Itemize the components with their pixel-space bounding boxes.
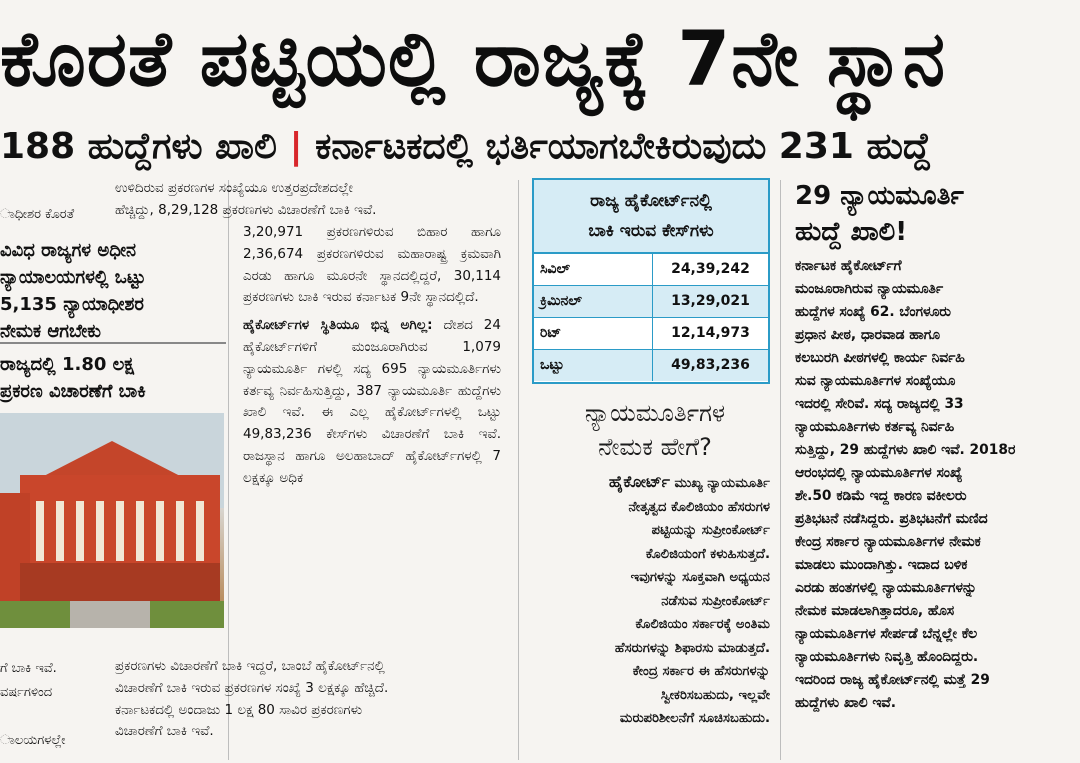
text-line: ಸುತ್ತಿದ್ದು, 29 ಹುದ್ದೆಗಳು ಖಾಲಿ ಇವೆ. 2018ರ	[795, 442, 1016, 458]
table-title-line: ರಾಜ್ಯ ಹೈಕೋರ್ಟ್‌ನಲ್ಲಿ	[590, 191, 712, 211]
text-line: ಕೊಲಿಜಿಯಂ ಸರ್ಕಾರಕ್ಕೆ ಅಂತಿಮ	[635, 617, 770, 632]
left-snippet: ಾಲಯಗಳಲ್ಲೇ	[0, 733, 66, 748]
text-line: ಪ್ರಕರಣಗಳು ವಿಚಾರಣೆಗೆ ಬಾಕಿ ಇದ್ದರೆ, ಬಾಂಬೆ ಹೈಕೋರ್ಟ್‌ನಲ್ಲಿ	[115, 658, 385, 674]
table-cell-value: 12,14,973	[671, 325, 750, 341]
text-line: ಮರುಪರಿಶೀಲನೆಗೆ ಸೂಚಿಸಬಹುದು.	[619, 711, 770, 726]
table-cell-value: 49,83,236	[671, 357, 750, 373]
table-title-line: ಬಾಕಿ ಇರುವ ಕೇಸ್‌ಗಳು	[588, 221, 714, 241]
heading-line: ಹುದ್ದೆ ಖಾಲಿ!	[795, 217, 908, 247]
text-line: ವಿಚಾರಣೆಗೆ ಬಾಕಿ ಇವೆ.	[115, 723, 214, 740]
table-title	[534, 180, 768, 254]
text-line: ಕೊಲಿಜಿಯಂಗೆ ಕಳುಹಿಸುತ್ತದೆ.	[645, 546, 770, 562]
text-line: ಇದರಲ್ಲಿ ಸೇರಿವೆ. ಸದ್ಯ ರಾಜ್ಯದಲ್ಲಿ 33	[795, 396, 964, 412]
text-line: ಇದರಿಂದ ರಾಜ್ಯ ಹೈಕೋರ್ಟ್‌ನಲ್ಲಿ ಮತ್ತೆ 29	[795, 672, 990, 688]
heading-line: 29 ನ್ಯಾಯಮೂರ್ತಿ	[795, 181, 964, 211]
table-row	[534, 350, 768, 381]
lead-word: ಹೈಕೋರ್ಟ್	[608, 472, 670, 491]
text-line: ನೇತೃತ್ವದ ಕೊಲಿಜಿಯಂ ಹೆಸರುಗಳ	[628, 499, 770, 515]
appointment-body	[532, 470, 770, 731]
right-heading	[795, 178, 964, 250]
text-line: ಹೆಚ್ಚಿದ್ದು, 8,29,128 ಪ್ರಕರಣಗಳು ವಿಚಾರಣೆಗೆ ಬಾಕಿ ಇವೆ.	[115, 201, 377, 218]
text-line: ಕೇಂದ್ರ ಸರ್ಕಾರ ಈ ಹೆಸರುಗಳನ್ನು	[632, 664, 770, 679]
middle-wide-lines	[115, 656, 510, 743]
table-row	[534, 254, 768, 286]
table-cell-label: ಸಿವಿಲ್	[534, 254, 653, 285]
heading-line: ನೇಮಕ ಹೇಗೆ?	[598, 433, 712, 461]
text-line: ಆರಂಭದಲ್ಲಿ ನ್ಯಾಯಮೂರ್ತಿಗಳ ಸಂಖ್ಯೆ	[795, 465, 963, 481]
left-box2-line: ರಾಜ್ಯದಲ್ಲಿ 1.80 ಲಕ್ಷ	[0, 354, 135, 375]
column-divider	[518, 180, 519, 760]
text-line: ಸ್ವೀಕರಿಸಬಹುದು, ಇಲ್ಲವೇ	[660, 687, 770, 703]
text-line: ಪಟ್ಟಿಯನ್ನು ಸುಪ್ರೀಂಕೋರ್ಟ್	[651, 523, 770, 538]
text-line: ನೇಮಕ ಮಾಡಲಾಗಿತ್ತಾದರೂ, ಹೊಸ	[795, 603, 955, 619]
left-box1-line: 5,135 ನ್ಯಾಯಾಧೀಶರ	[0, 294, 144, 315]
left-box2-line: ಪ್ರಕರಣ ವಿಚಾರಣೆಗೆ ಬಾಕಿ	[0, 381, 146, 402]
left-box1-line: ನ್ಯಾಯಾಲಯಗಳಲ್ಲಿ ಒಟ್ಟು	[0, 267, 146, 288]
subheadline	[0, 122, 1080, 172]
table-cell-label: ಕ್ರಿಮಿನಲ್	[534, 286, 653, 317]
table-row	[534, 318, 768, 350]
column-divider	[780, 180, 781, 760]
text-line: ಕಲಬುರಗಿ ಪೀಠಗಳಲ್ಲಿ ಕಾರ್ಯ ನಿರ್ವಹಿ	[795, 350, 965, 366]
text-line: ಕೇಂದ್ರ ಸರ್ಕಾರ ನ್ಯಾಯಮೂರ್ತಿಗಳ ನೇಮಕ	[795, 534, 981, 550]
paragraph: ದೇಶದ 24 ಹೈಕೋರ್ಟ್‌ಗಳಿಗೆ ಮಂಜೂರಾಗಿರುವ 1,079 ನ್ಯಾಯಮೂರ್ತಿ ಗಳಲ್ಲಿ ಸದ್ಯ 695 ನ್ಯಾಯಮೂರ್ತಿಗಳು ಕರ್ತವ್ಯ ನಿರ್ವಹಿಸುತ್ತಿದ್ದು, 387 ನ್ಯಾಯಮೂರ್ತಿ ಹುದ್ದೆಗಳು ಖಾಲಿ ಇವೆ. ಈ ಎಲ್ಲ ಹೈಕೋರ್ಟ್‌ಗಳಲ್ಲಿ ಒಟ್ಟು 49,83,236 ಕೇಸ್‌ಗಳು ವಿಚಾರಣೆಗೆ ಬಾಕಿ ಇವೆ. ರಾಜಸ್ಥಾನ ಹಾಗೂ ಅಲಹಾಬಾದ್ ಹೈಕೋರ್ಟ್‌ಗಳಲ್ಲಿ 7 ಲಕ್ಷಕ್ಕೂ ಅಧಿಕ	[243, 317, 501, 486]
section-heading	[532, 396, 778, 464]
text-line: ಇವುಗಳನ್ನು ಸೂಕ್ತವಾಗಿ ಅಧ್ಯಯನ	[630, 570, 770, 585]
text-line: ಸುವ ನ್ಯಾಯಮೂರ್ತಿಗಳ ಸಂಖ್ಯೆಯೂ	[795, 373, 956, 389]
text-line: ಹೆಸರುಗಳನ್ನು ಶಿಫಾರಸು ಮಾಡುತ್ತದೆ.	[614, 640, 770, 656]
table-cell-value: 24,39,242	[671, 261, 750, 277]
text-line: ಶೇ.50 ಕಡಿಮೆ ಇದ್ದ ಕಾರಣ ವಕೀಲರು	[795, 488, 967, 504]
left-snippet-top: ಾಧೀಶರ ಕೊರತೆ	[0, 207, 75, 222]
text-line: ಕರ್ನಾಟಕದಲ್ಲಿ ಅಂದಾಜು 1 ಲಕ್ಷ 80 ಸಾವಿರ ಪ್ರಕರಣಗಳು	[115, 701, 363, 718]
paragraph: 3,20,971 ಪ್ರಕರಣಗಳಿರುವ ಬಿಹಾರ ಹಾಗೂ 2,36,674 ಪ್ರಕರಣಗಳಿರುವ ಮಹಾರಾಷ್ಟ್ರ ಕ್ರಮವಾಗಿ ಎರಡು ಹಾಗೂ ಮೂರನೇ ಸ್ಥಾನದಲ್ಲಿದ್ದರೆ, 30,114 ಪ್ರಕರಣಗಳು ಬಾಕಿ ಇರುವ ಕರ್ನಾಟಕ 9ನೇ ಸ್ಥಾನದಲ್ಲಿದೆ.	[243, 224, 501, 306]
middle-intro	[115, 178, 510, 222]
subhead-left: 188 ಹುದ್ದೆಗಳು ಖಾಲಿ	[0, 126, 277, 167]
high-court-building-photo	[0, 413, 224, 628]
subhead-separator: |	[289, 126, 303, 167]
table-row	[534, 286, 768, 318]
text-line: ಕರ್ನಾಟಕ ಹೈಕೋರ್ಟ್‌ಗೆ	[795, 258, 902, 274]
middle-paragraphs	[243, 222, 501, 490]
text-line: ಮಂಜೂರಾಗಿರುವ ನ್ಯಾಯಮೂರ್ತಿ	[795, 281, 943, 297]
left-box1-line: ನೇಮಕ ಆಗಬೇಕು	[0, 321, 102, 342]
subhead-right: ಕರ್ನಾಟಕದಲ್ಲಿ ಭರ್ತಿಯಾಗಬೇಕಿರುವುದು 231 ಹುದ್ದೆ	[315, 126, 931, 167]
table-cell-label: ಒಟ್ಟು	[534, 350, 653, 381]
paragraph-lead: ಹೈಕೋರ್ಟ್‌ಗಳ ಸ್ಥಿತಿಯೂ ಭಿನ್ನ ಅಗಿಲ್ಲ:	[243, 317, 433, 334]
text-line: ಮಾಡಲು ಮುಂದಾಗಿತ್ತು. ಇದಾದ ಬಳಿಕ	[795, 557, 968, 573]
text-line: ನಡೆಸುವ ಸುಪ್ರೀಂಕೋರ್ಟ್	[661, 593, 770, 609]
table-cell-value: 13,29,021	[671, 293, 750, 309]
left-box1-line: ವಿವಿಧ ರಾಜ್ಯಗಳ ಅಧೀನ	[0, 240, 137, 261]
text-line: ಹುದ್ದೆಗಳು ಖಾಲಿ ಇವೆ.	[795, 695, 896, 711]
table-cell-label: ರಿಟ್	[534, 318, 653, 349]
text-line: ನ್ಯಾಯಮೂರ್ತಿಗಳು ಕರ್ತವ್ಯ ನಿರ್ವಹಿ	[795, 419, 955, 435]
headline: ಕೊರತೆ ಪಟ್ಟಿಯಲ್ಲಿ ರಾಜ್ಯಕ್ಕೆ 7ನೇ ಸ್ಥಾನ	[0, 14, 946, 103]
text-line: ವಿಚಾರಣೆಗೆ ಬಾಕಿ ಇರುವ ಪ್ರಕರಣಗಳ ಸಂಖ್ಯೆ 3 ಲಕ್ಷಕ್ಕೂ ಹೆಚ್ಚಿದೆ.	[115, 679, 389, 696]
pending-cases-table	[532, 178, 770, 384]
left-snippet: ವರ್ಷಗಳಿಂದ	[0, 685, 53, 700]
text-line: ಪ್ರತಿಭಟನೆ ನಡೆಸಿದ್ದರು. ಪ್ರತಿಭಟನೆಗೆ ಮಣಿದ	[795, 511, 988, 527]
left-snippet: ಗೆ ಬಾಕಿ ಇವೆ.	[0, 661, 57, 676]
text-line: ನ್ಯಾಯಮೂರ್ತಿಗಳು ನಿವೃತ್ತಿ ಹೊಂದಿದ್ದರು.	[795, 649, 979, 665]
text-line: ನ್ಯಾಯಮೂರ್ತಿಗಳ ಸೇರ್ಪಡೆ ಬೆನ್ನಲ್ಲೇ ಕೆಲ	[795, 626, 978, 642]
right-body	[795, 255, 1057, 715]
text-line: ಮುಖ್ಯ ನ್ಯಾಯಮೂರ್ತಿ	[674, 476, 770, 491]
text-line: ಹುದ್ದೆಗಳ ಸಂಖ್ಯೆ 62. ಬೆಂಗಳೂರು	[795, 304, 951, 320]
text-line: ಉಳಿದಿರುವ ಪ್ರಕರಣಗಳ ಸಂಖ್ಯೆಯೂ ಉತ್ತರಪ್ರದೇಶದಲ್ಲೇ	[115, 180, 353, 196]
text-line: ಪ್ರಧಾನ ಪೀಠ, ಧಾರವಾಡ ಹಾಗೂ	[795, 327, 940, 343]
heading-line: ನ್ಯಾಯಮೂರ್ತಿಗಳ	[584, 399, 726, 427]
text-line: ಎರಡು ಹಂತಗಳಲ್ಲಿ ನ್ಯಾಯಮೂರ್ತಿಗಳನ್ನು	[795, 580, 977, 596]
